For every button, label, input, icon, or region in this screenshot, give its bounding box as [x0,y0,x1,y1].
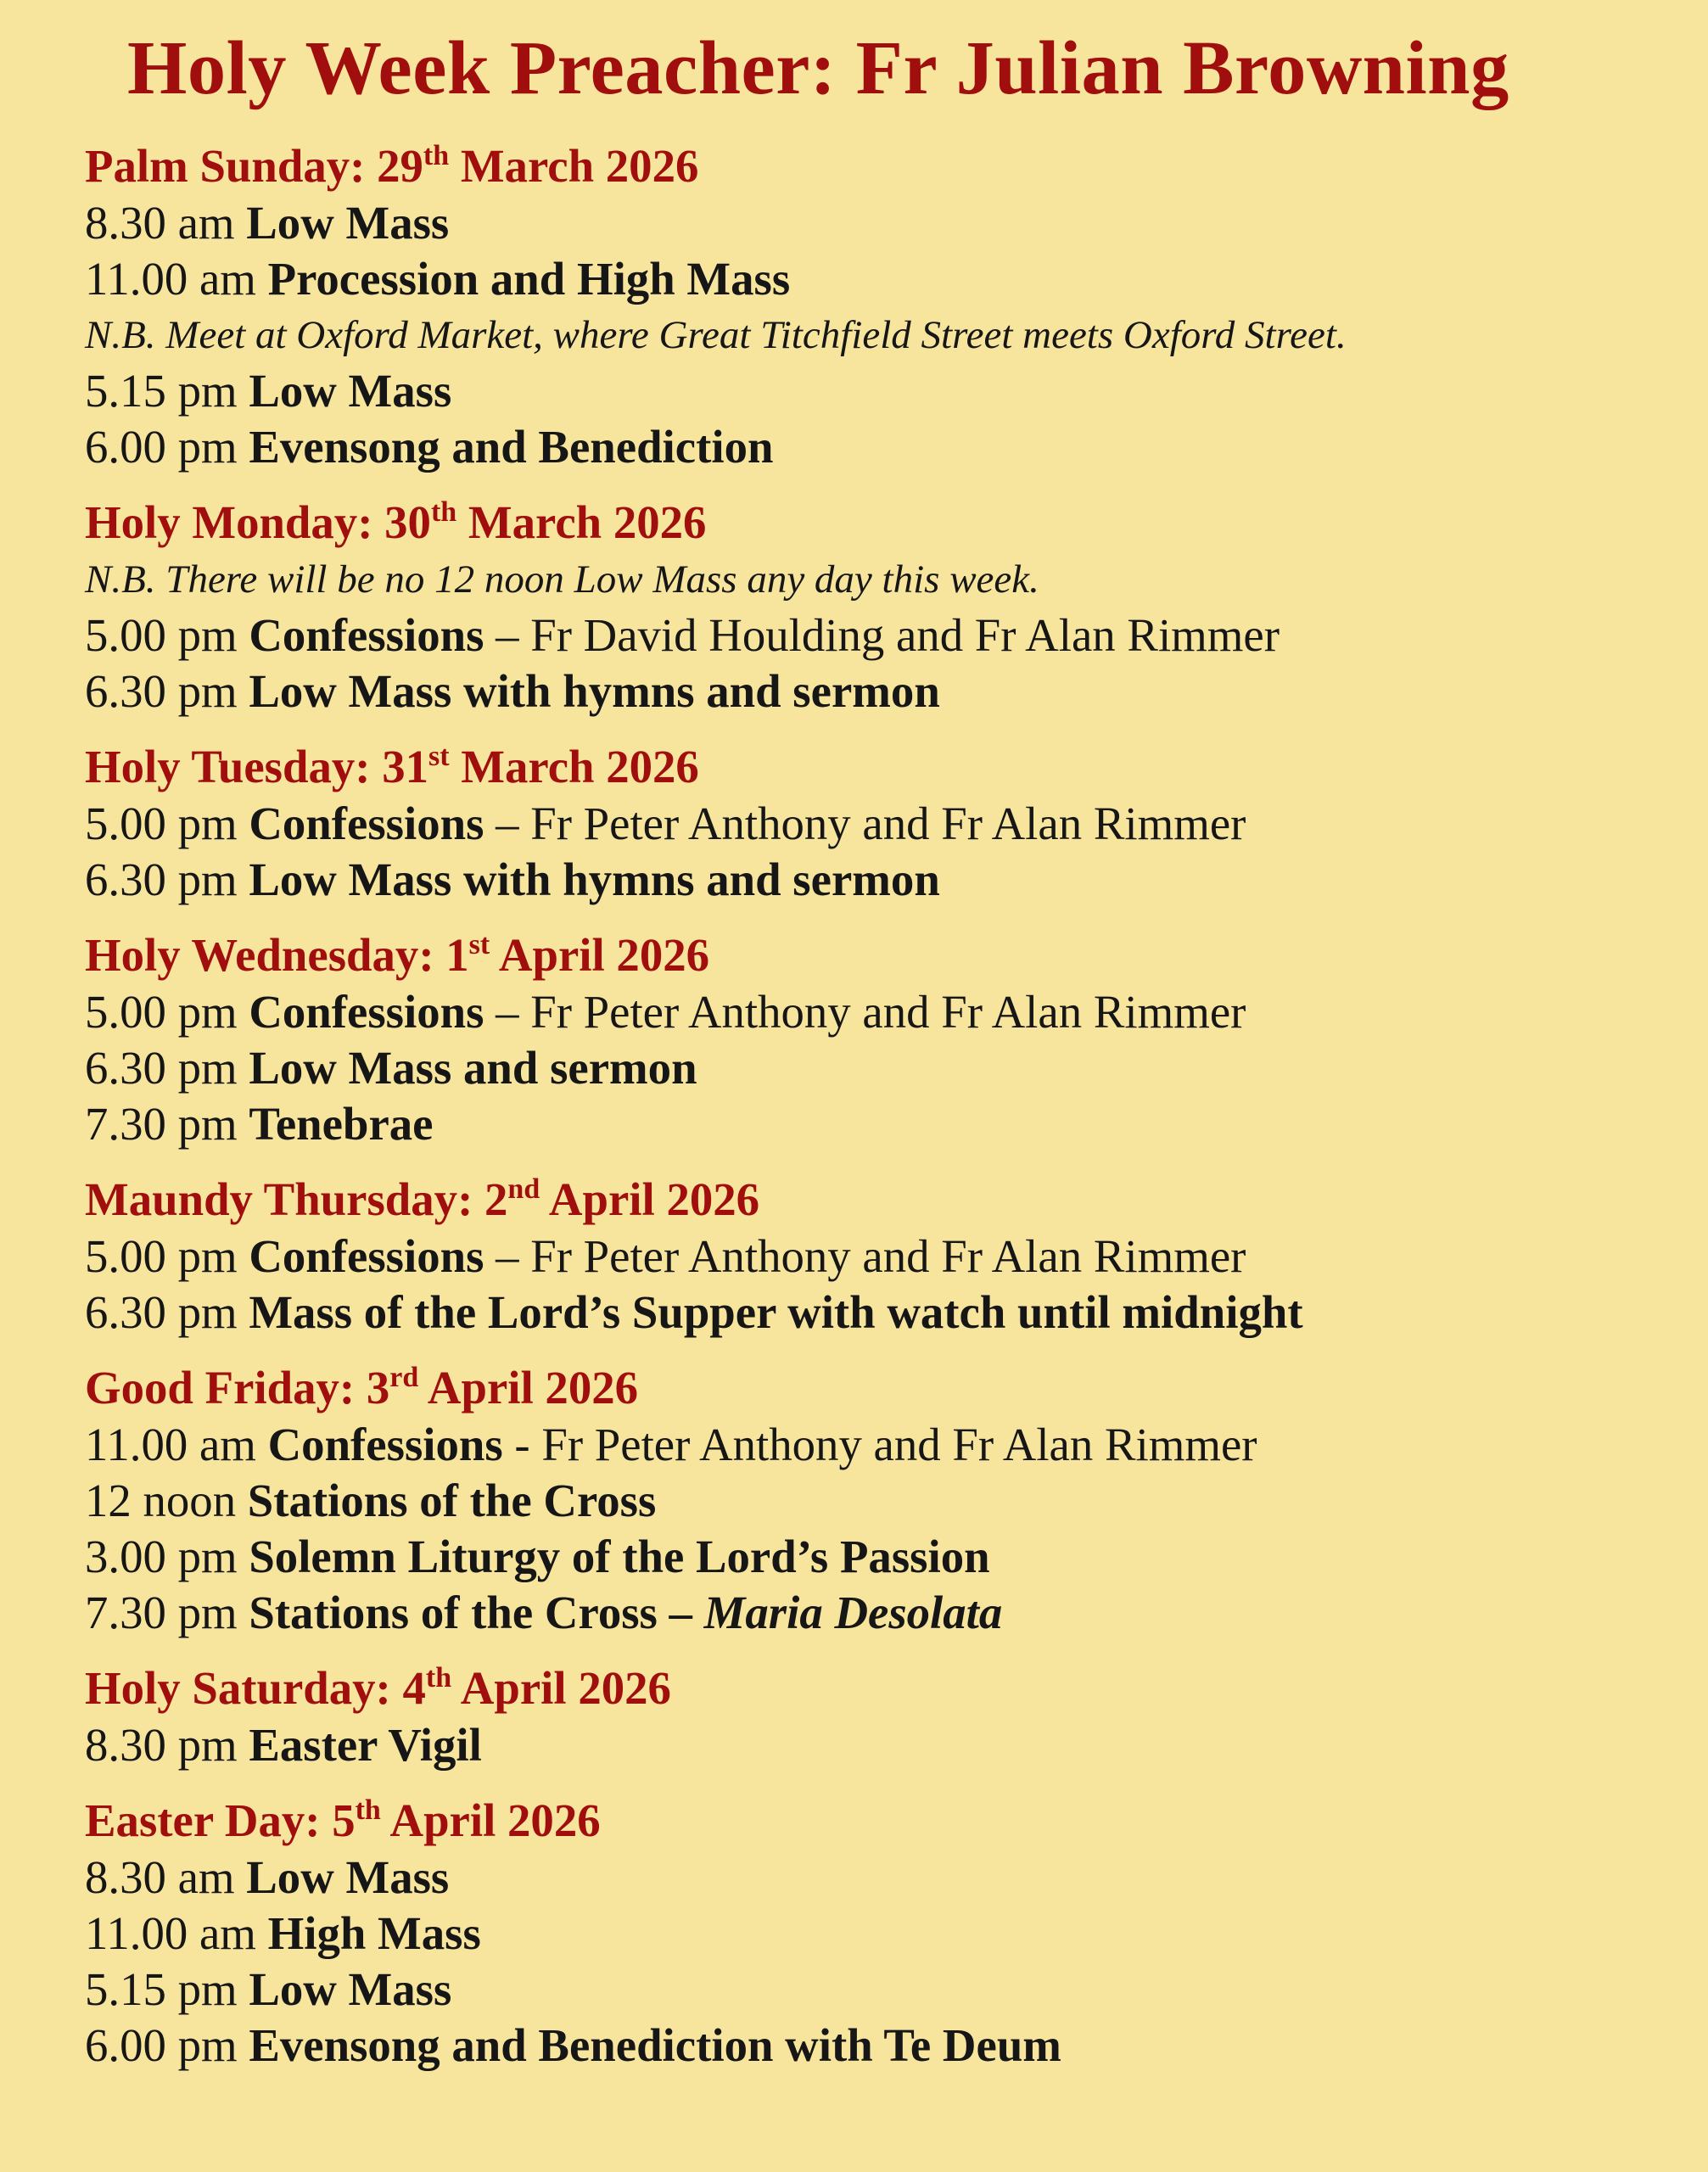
service-time: 11.00 am [85,1907,256,1959]
service-time: 6.30 pm [85,854,238,905]
day-name: Good Friday: 3 [85,1362,390,1413]
service-time: 5.00 pm [85,798,238,849]
service-entry [85,195,1708,251]
service-name: Low Mass with hymns and sermon [249,854,940,905]
schedule-note: N.B. There will be no 12 noon Low Mass any day this week. [85,557,1039,602]
service-entry [85,852,1708,908]
confessors: Fr Peter Anthony and Fr Alan Rimmer [530,798,1246,849]
service-time: 5.15 pm [85,1963,238,2015]
confessors: Fr Peter Anthony and Fr Alan Rimmer [530,1230,1246,1282]
service-name: Confessions [249,1230,484,1282]
date-ordinal-suffix: st [468,929,490,960]
service-name: Mass of the Lord’s Supper with watch until midnight [249,1286,1303,1338]
separator-dash: – [484,1230,531,1282]
confessors: Fr Peter Anthony and Fr Alan Rimmer [530,986,1246,1038]
day-month-year: March 2026 [456,496,707,548]
service-name: Confessions [249,798,484,849]
date-ordinal-suffix: th [425,1662,452,1693]
day-section [85,1792,1708,2074]
service-entry [85,1285,1708,1341]
day-section [85,1359,1708,1641]
service-time: 6.00 pm [85,421,238,473]
service-name: Confessions [249,609,484,661]
service-name: Stations of the Cross – [249,1587,692,1638]
day-name: Holy Tuesday: 31 [85,741,429,792]
service-time: 7.30 pm [85,1587,238,1638]
service-time: 6.30 pm [85,1286,238,1338]
service-entry [85,984,1708,1040]
service-time: 12 noon [85,1475,237,1526]
service-name: Easter Vigil [249,1719,482,1771]
separator-dash: – [484,609,531,661]
service-entry [85,1473,1708,1529]
service-entry [85,1962,1708,2018]
day-name: Holy Monday: 30 [85,496,431,548]
service-time: 8.30 pm [85,1719,238,1771]
service-entry [85,1096,1708,1152]
service-entry [85,796,1708,852]
day-name: Holy Saturday: 4 [85,1662,426,1714]
day-heading [85,137,1708,195]
service-time: 5.00 pm [85,1230,238,1282]
service-entry [85,1906,1708,1962]
service-time: 7.30 pm [85,1098,238,1150]
service-entry [85,1717,1708,1773]
day-heading [85,1660,1708,1717]
separator-dash: – [484,986,531,1038]
service-name: Procession and High Mass [267,253,791,305]
confessors: Fr Peter Anthony and Fr Alan Rimmer [541,1419,1257,1470]
day-heading [85,926,1708,984]
service-name: Tenebrae [249,1098,434,1150]
day-heading [85,494,1708,551]
day-month-year: April 2026 [490,929,710,981]
service-time: 6.00 pm [85,2019,238,2071]
service-time: 6.30 pm [85,1042,238,1094]
service-time: 5.00 pm [85,986,238,1038]
service-entry [85,607,1708,663]
service-name: Stations of the Cross [247,1475,657,1526]
service-name: Solemn Liturgy of the Lord’s Passion [249,1531,990,1582]
service-name: Confessions [267,1419,503,1470]
day-month-year: April 2026 [540,1173,760,1225]
service-entry [85,1585,1708,1641]
day-month-year: April 2026 [451,1662,671,1714]
day-name: Palm Sunday: 29 [85,140,423,192]
service-entry [85,1229,1708,1285]
page-title: Holy Week Preacher: Fr Julian Browning [127,25,1509,110]
day-section [85,926,1708,1152]
day-section [85,1660,1708,1773]
day-heading [85,1171,1708,1229]
day-month-year: March 2026 [449,741,699,792]
service-time: 6.30 pm [85,665,238,717]
day-section [85,1171,1708,1341]
service-entry [85,1417,1708,1473]
day-month-year: April 2026 [380,1794,601,1846]
separator-dash: – [484,798,531,849]
day-name: Maundy Thursday: 2 [85,1173,508,1225]
service-time: 3.00 pm [85,1531,238,1582]
service-entry [85,1040,1708,1096]
schedule-list [85,137,1708,2074]
schedule-note: N.B. Meet at Oxford Market, where Great Titchfield Street meets Oxford Street. [85,313,1347,357]
separator-dash: - [502,1419,542,1470]
service-entry [85,419,1708,475]
day-month-year: March 2026 [449,140,699,192]
service-name: Low Mass with hymns and sermon [249,665,940,717]
service-name: Low Mass [246,1851,450,1903]
service-entry [85,2018,1708,2074]
service-entry [85,1529,1708,1585]
service-name: Confessions [249,986,484,1038]
service-entry [85,663,1708,719]
date-ordinal-suffix: th [355,1794,381,1826]
confessors: Fr David Houlding and Fr Alan Rimmer [530,609,1280,661]
service-name: Low Mass [246,197,450,249]
service-entry [85,1850,1708,1906]
day-heading [85,738,1708,796]
day-name: Holy Wednesday: 1 [85,929,469,981]
service-name: Evensong and Benediction with Te Deum [249,2019,1061,2071]
date-ordinal-suffix: st [428,741,450,772]
service-subtitle: Maria Desolata [703,1587,1003,1638]
day-month-year: April 2026 [418,1362,639,1413]
day-name: Easter Day: 5 [85,1794,356,1846]
service-time: 8.30 am [85,1851,235,1903]
service-name: Low Mass [249,365,452,417]
day-section [85,494,1708,719]
service-time: 5.15 pm [85,365,238,417]
date-ordinal-suffix: nd [507,1173,540,1205]
service-name: Evensong and Benediction [249,421,774,473]
service-name: Low Mass and sermon [249,1042,697,1094]
date-ordinal-suffix: th [430,496,457,528]
service-time: 5.00 pm [85,609,238,661]
day-heading [85,1792,1708,1850]
service-entry [85,363,1708,419]
service-time: 11.00 am [85,253,256,305]
service-name: Low Mass [249,1963,452,2015]
service-time: 11.00 am [85,1419,256,1470]
day-section [85,738,1708,908]
service-name: High Mass [267,1907,481,1959]
date-ordinal-suffix: rd [389,1362,419,1393]
date-ordinal-suffix: th [423,140,450,171]
day-heading [85,1359,1708,1417]
day-section [85,137,1708,475]
service-time: 8.30 am [85,197,235,249]
service-entry [85,251,1708,307]
